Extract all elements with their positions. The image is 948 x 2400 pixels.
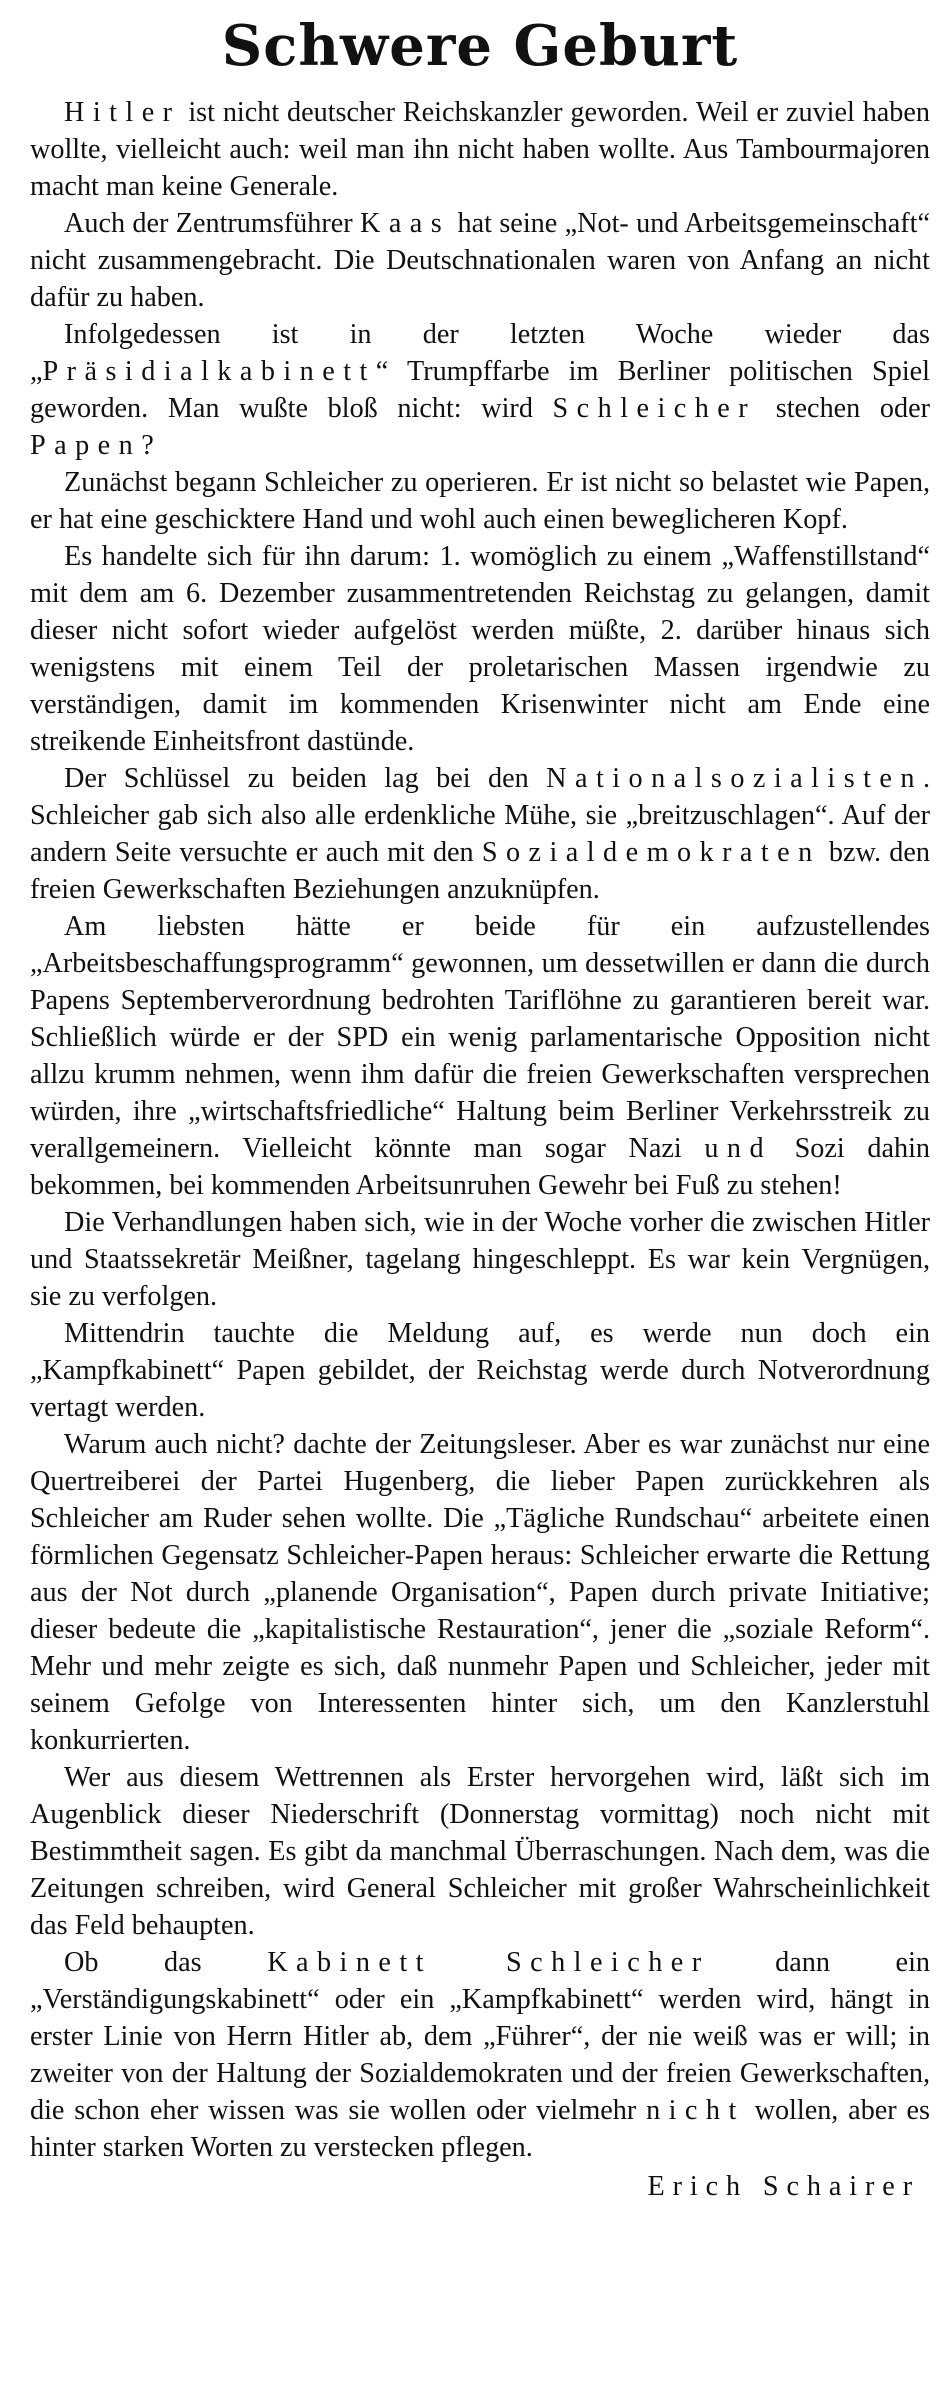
spaced-emphasis: Hitler <box>64 97 181 128</box>
paragraph-text: dann ein „Verständigungskabinett“ oder ein „Kampfkabinett“ werden wird, hängt in erster Linie von Herrn Hitler ab, dem „Führer“, der nie weiß was er will; in zweiter von der Haltung der Sozialdemokraten und der freien Gewerkschaften, die schon eher wissen was sie wollen oder vielmehr <box>30 1947 930 2126</box>
article-paragraph <box>30 1426 930 1759</box>
paragraph-text: Sozi dahin bekommen, bei kommenden Arbeitsunruhen Gewehr bei Fuß zu stehen! <box>30 1133 930 1201</box>
article-paragraph <box>30 760 930 908</box>
paragraph-text: . Schleicher gab sich also alle erdenkliche Mühe, sie „breitzuschlagen“. Auf der andern Seite versuchte er auch mit den <box>30 763 930 868</box>
paragraph-text: Die Verhandlungen haben sich, wie in der Woche vorher die zwischen Hitler und Staatssekretär Meißner, tagelang hingeschleppt. Es war kein Vergnügen, sie zu verfolgen. <box>30 1207 930 1312</box>
spaced-emphasis: Kaas <box>360 208 451 239</box>
paragraph-text: Es handelte sich für ihn darum: 1. womöglich zu einem „Waffenstillstand“ mit dem am 6. Dezember zusammentretenden Reichstag zu gelangen, damit dieser nicht sofort wieder aufgelöst werden müßte, 2. darüber hinaus sich wenigstens mit einem Teil der proletarischen Massen irgendwie zu verständigen, damit im kommenden Krisenwinter nicht am Ende eine streikende Einheitsfront dastünde. <box>30 541 930 757</box>
paragraph-text: Mittendrin tauchte die Meldung auf, es werde nun doch ein „Kampfkabinett“ Papen gebildet, der Reichstag werde durch Notverordnung vertagt werden. <box>30 1318 930 1423</box>
paragraph-text: Auch der Zentrumsführer <box>64 208 360 239</box>
paragraph-text: “ Trumpffarbe im Berliner politischen Spiel geworden. Man wußte bloß nicht: wird <box>30 356 930 424</box>
spaced-emphasis: Papen <box>30 430 142 461</box>
spaced-emphasis: Schleicher <box>552 393 757 424</box>
spaced-emphasis: und <box>704 1133 773 1164</box>
article-paragraph <box>30 1315 930 1426</box>
article-paragraph <box>30 316 930 464</box>
paragraph-text: Ob das <box>64 1947 268 1978</box>
author-signature: Erich Schairer <box>647 2171 920 2202</box>
spaced-emphasis: Nationalsozialisten <box>546 763 923 794</box>
paragraph-text: Infolgedessen ist in der letzten Woche wieder das „ <box>30 319 930 387</box>
article-paragraph <box>30 908 930 1204</box>
paragraph-text: Wer aus diesem Wettrennen als Erster hervorgehen wird, läßt sich im Augenblick dieser Niederschrift (Donnerstag vormittag) noch nicht mit Bestimmtheit sagen. Es gibt da manchmal Überraschungen. Nach dem, was die Zeitungen schreiben, wird General Schleicher mit großer Wahrscheinlichkeit das Feld behaupten. <box>30 1762 930 1941</box>
article-paragraph <box>30 1204 930 1315</box>
article-paragraph <box>30 94 930 205</box>
spaced-emphasis: nicht <box>646 2095 745 2126</box>
paragraph-text: Der Schlüssel zu beiden lag bei den <box>64 763 547 794</box>
paragraph-text: stechen oder <box>756 393 930 424</box>
article-page <box>30 0 930 2205</box>
paragraph-text: Am liebsten hätte er beide für ein aufzustellendes „Arbeitsbeschaffungsprogramm“ gewonnen, um dessetwillen er dann die durch Papens Septemberverordnung bedrohten Tariflöhne zu garantieren bereit war. Schließlich würde er der SPD ein wenig parlamentarische Opposition nicht allzu krumm nehmen, wenn ihm dafür die freien Gewerkschaften versprechen würden, ihre „wirtschaftsfriedliche“ Haltung beim Berliner Verkehrsstreik zu verallgemeinern. Vielleicht könnte man sogar Nazi <box>30 911 930 1164</box>
article-paragraph <box>30 464 930 538</box>
spaced-emphasis: Sozialdemokraten <box>481 837 821 868</box>
article-title: Schwere Geburt <box>221 13 739 79</box>
article-paragraph <box>30 1944 930 2166</box>
paragraph-text: wollen, aber es hinter starken Worten zu verstecken pflegen. <box>30 2095 930 2163</box>
spaced-emphasis: Kabinett Schleicher <box>267 1947 710 1978</box>
article-paragraph <box>30 538 930 760</box>
paragraph-text: ist nicht deutscher Reichskanzler geworden. Weil er zuviel haben wollte, vielleicht auch: weil man ihn nicht haben wollte. Aus Tambourmajoren macht man keine Generale. <box>30 97 930 202</box>
article-body <box>30 94 930 2166</box>
article-paragraph <box>30 205 930 316</box>
paragraph-text: Zunächst begann Schleicher zu operieren. Er ist nicht so belastet wie Papen, er hat eine geschicktere Hand und wohl auch einen beweglicheren Kopf. <box>30 467 930 535</box>
paragraph-text: Warum auch nicht? dachte der Zeitungsleser. Aber es war zunächst nur eine Quertreiberei der Partei Hugenberg, die lieber Papen zurückkehren als Schleicher am Ruder sehen wollte. Die „Tägliche Rundschau“ arbeitete einen förmlichen Gegensatz Schleicher-Papen heraus: Schleicher erwarte die Rettung aus der Not durch „planende Organisation“, Papen durch private Initiative; dieser bedeute die „kapitalistische Restauration“, jener die „soziale Reform“. Mehr und mehr zeigte es sich, daß nunmehr Papen und Schleicher, jeder mit seinem Gefolge von Interessenten hinter sich, um den Kanzlerstuhl konkurrierten. <box>30 1429 930 1756</box>
paragraph-text: hat seine „Not- und Arbeitsgemeinschaft“ nicht zusammengebracht. Die Deutschnationalen waren von Anfang an nicht dafür zu haben. <box>30 208 930 313</box>
paragraph-text: ? <box>141 430 154 461</box>
article-paragraph <box>30 1759 930 1944</box>
spaced-emphasis: Präsidialkabinett <box>42 356 376 387</box>
paragraph-text: bzw. den freien Gewerkschaften Beziehungen anzuknüpfen. <box>30 837 930 905</box>
